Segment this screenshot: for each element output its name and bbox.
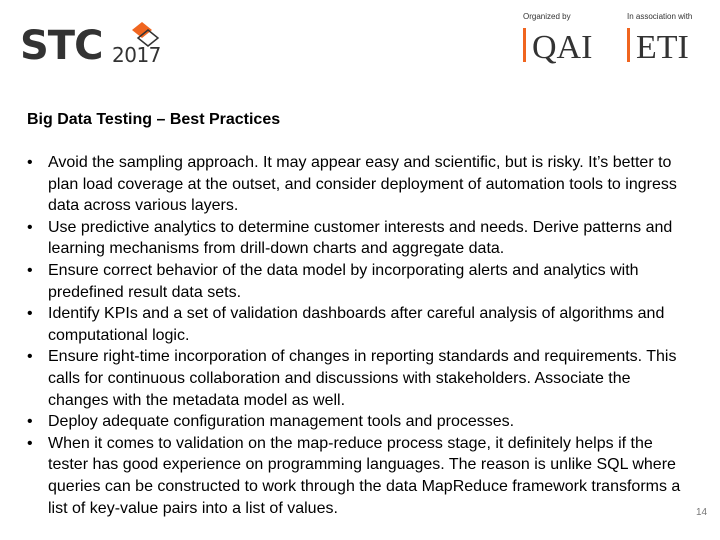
bullet-item (27, 217, 692, 260)
bullet-dot: • (27, 154, 33, 171)
bullet-item (27, 346, 692, 411)
bullet-dot: • (27, 348, 33, 366)
bullet-list (27, 152, 692, 519)
bullet-item (27, 411, 692, 433)
logo-bar (627, 28, 630, 62)
logo-main-text: STC (20, 23, 103, 69)
stc-2017-logo (20, 20, 180, 70)
bullet-dot: • (27, 305, 33, 323)
logo-year: 2017 (112, 43, 161, 67)
bullet-item (27, 303, 692, 346)
bullet-dot: • (27, 413, 33, 431)
bullet-text: Use predictive analytics to determine customer interests and needs. Derive patterns and learning mechanisms from drill-down charts and aggregate data. (48, 218, 673, 258)
association-label: In association with (627, 12, 693, 21)
bullet-text: Avoid the sampling approach. It may appear easy and scientific, but is risky. It’s better to plan load coverage at the outset, and consider deployment of automation tools to ingress data across various layers. (48, 154, 677, 215)
bullet-text: Ensure correct behavior of the data model by incorporating alerts and analytics with predefined result data sets. (48, 261, 639, 301)
bullet-text: When it comes to validation on the map-reduce process stage, it definitely helps if the tester has good experience on programming languages. The reason is unlike SQL where queries can be constructed to work through the data MapReduce framework transforms a list of key-value pairs into a list of values. (48, 434, 681, 517)
organizer-qai (523, 12, 593, 66)
bullet-dot: • (27, 218, 33, 236)
logo-bar (523, 28, 526, 62)
slide-title: Big Data Testing – Best Practices (27, 111, 281, 128)
bullet-text: Ensure right-time incorporation of changes in reporting standards and requirements. This calls for continuous collaboration and discussions with stakeholders. Associate the changes with the metadata model as well. (48, 348, 677, 409)
bullet-text: Deploy adequate configuration management tools and processes. (48, 413, 515, 431)
organizer-eti (627, 12, 693, 66)
bullet-dot: • (27, 434, 33, 452)
qai-logo (523, 28, 592, 68)
page-number: 14 (696, 507, 708, 518)
bullet-text: Identify KPIs and a set of validation dashboards after careful analysis of algorithms and computational logic. (48, 305, 665, 344)
bullet-dot: • (27, 261, 33, 279)
bullet-item (27, 152, 692, 217)
qai-logo-text: QAI (532, 29, 593, 66)
organized-by-label: Organized by (523, 12, 571, 21)
eti-logo (627, 28, 689, 68)
bullet-item (27, 260, 692, 303)
bullet-item (27, 433, 692, 519)
eti-logo-text: ETI (636, 29, 689, 66)
